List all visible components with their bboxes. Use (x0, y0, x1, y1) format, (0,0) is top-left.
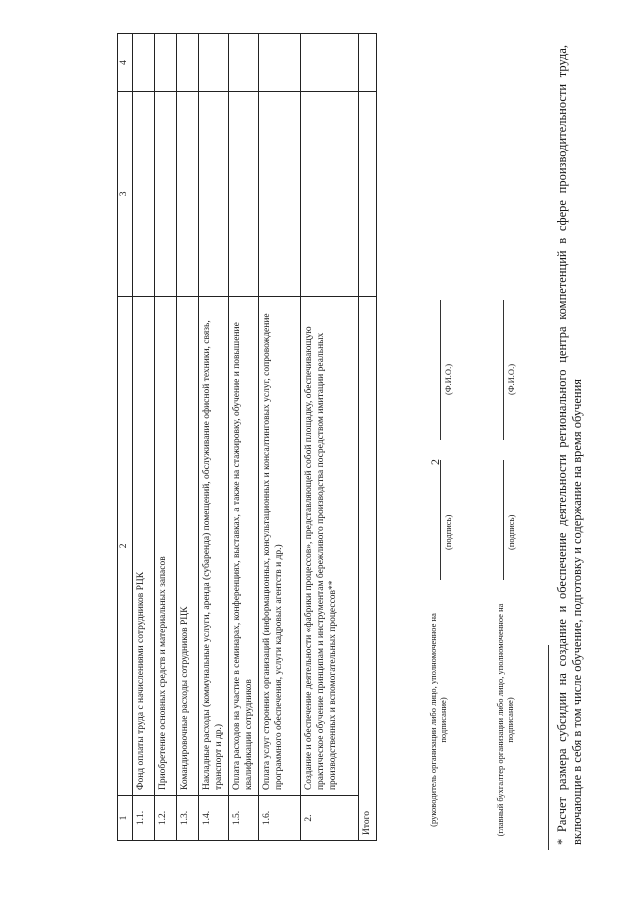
sign-caption: (подпись) (506, 514, 516, 550)
name-caption: (Ф.И.О.) (506, 363, 516, 395)
signature-line (440, 460, 441, 580)
row-number: 1.5. (229, 796, 259, 841)
signature-line (503, 460, 504, 580)
row-number: 1.6. (259, 796, 301, 841)
row-text: Создание и обеспечение деятельности «фабрики процессов», представляющей собой площадку, обеспечивающую практическое обучение принципам и инструментам бережливого производства посредством имитации реальных производственных и вспомогательных процессов** (301, 296, 359, 795)
table-row (155, 34, 177, 841)
row-text: Оплата услуг сторонних организаций (информационных, консультационных и консалтинговых услуг, сопровождение программного обеспечения, услуги кадровых агентств и др.) (259, 296, 301, 795)
signature-role-2: (главный бухгалтер организации либо лицо, уполномоченное на подписание) (495, 603, 515, 837)
header-cell: 4 (118, 34, 133, 92)
table-row-total (359, 34, 377, 841)
footnote-separator (548, 645, 549, 850)
header-cell: 1 (118, 796, 133, 841)
name-line (503, 300, 504, 440)
sign-caption: (подпись) (443, 514, 453, 550)
total-label: Итого (359, 296, 377, 840)
table-header-row (118, 34, 133, 841)
name-caption: (Ф.И.О.) (443, 363, 453, 395)
page-number: 2 (428, 459, 442, 465)
footnote: * Расчет размера субсидии на создание и обеспечение деятельности регионального центра компетенций в сфере производительности труда, включающие в себя в том числе обучение, подготовку и содержание на время обучения (555, 45, 584, 845)
table-row (229, 34, 259, 841)
row-number: 1.2. (155, 796, 177, 841)
row-number: 1.3. (177, 796, 199, 841)
row-number: 1.1. (133, 796, 155, 841)
row-text: Оплата расходов на участие в семинарах, конференциях, выставках, а также на стажировку, обучение и повышение квалификации сотрудников (229, 296, 259, 795)
row-text: Фонд оплаты труда с начислениями сотрудников РЦК (133, 296, 155, 795)
row-text: Накладные расходы (коммунальные услуги, аренда (субаренда) помещений, обслуживание офисной техники, связь, транспорт и др.) (199, 296, 229, 795)
table-row (301, 34, 359, 841)
table-row (133, 34, 155, 841)
header-cell: 2 (118, 296, 133, 795)
name-line (440, 300, 441, 440)
row-text: Командировочные расходы сотрудников РЦК (177, 296, 199, 795)
subsidy-table (117, 33, 377, 841)
table-row (177, 34, 199, 841)
signature-role-1: (руководитель организации либо лицо, уполномоченное на подписание) (428, 613, 448, 827)
row-number: 1.4. (199, 796, 229, 841)
row-text: Приобретение основных средств и материальных запасов (155, 296, 177, 795)
table-row (259, 34, 301, 841)
table-row (199, 34, 229, 841)
row-number: 2. (301, 796, 359, 841)
header-cell: 3 (118, 91, 133, 296)
